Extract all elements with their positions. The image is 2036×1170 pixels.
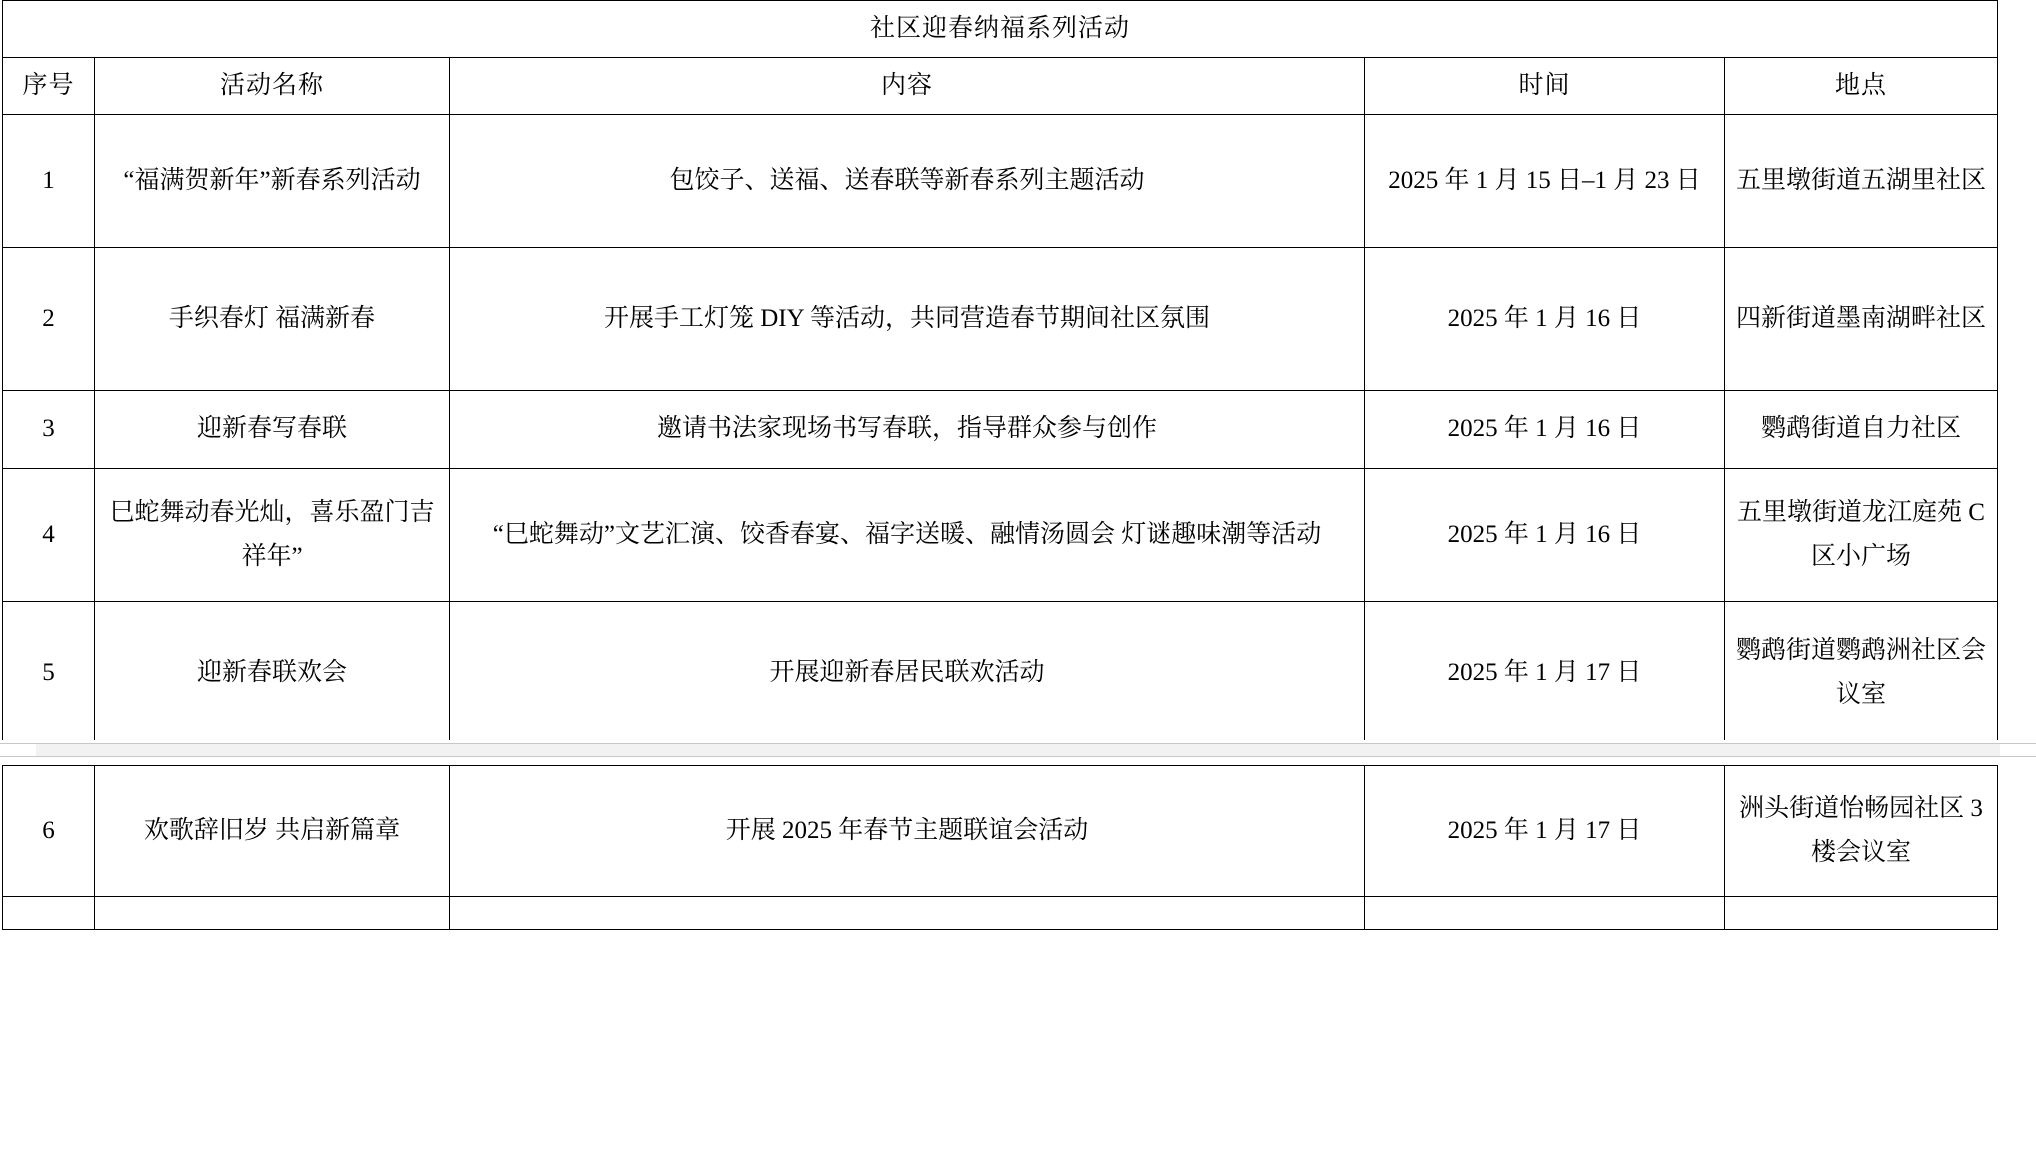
page-break-line-bottom bbox=[0, 756, 2036, 757]
row-time: 2025 年 1 月 16 日 bbox=[1365, 468, 1725, 601]
row-name: 欢歌辞旧岁 共启新篇章 bbox=[95, 765, 450, 896]
row-desc bbox=[450, 896, 1365, 929]
row-time: 2025 年 1 月 15 日–1 月 23 日 bbox=[1365, 114, 1725, 247]
row-time: 2025 年 1 月 17 日 bbox=[1365, 601, 1725, 744]
table-row bbox=[3, 114, 1998, 247]
row-place bbox=[1725, 896, 1998, 929]
row-seq: 1 bbox=[3, 114, 95, 247]
row-seq: 2 bbox=[3, 247, 95, 390]
row-seq: 5 bbox=[3, 601, 95, 744]
row-place: 洲头街道怡畅园社区 3 楼会议室 bbox=[1725, 765, 1998, 896]
table-row bbox=[3, 468, 1998, 601]
page-break-line-top bbox=[0, 743, 2036, 744]
row-name: 迎新春写春联 bbox=[95, 390, 450, 468]
table-row bbox=[3, 765, 1998, 896]
row-place: 鹦鹉街道自力社区 bbox=[1725, 390, 1998, 468]
page-break-separator bbox=[0, 740, 2036, 760]
table-header-row bbox=[3, 57, 1998, 114]
row-desc: 开展手工灯笼 DIY 等活动，共同营造春节期间社区氛围 bbox=[450, 247, 1365, 390]
row-time bbox=[1365, 896, 1725, 929]
table-title-row bbox=[3, 1, 1998, 58]
row-place: 五里墩街道五湖里社区 bbox=[1725, 114, 1998, 247]
activities-table bbox=[2, 0, 1998, 930]
table-row bbox=[3, 390, 1998, 468]
row-place: 鹦鹉街道鹦鹉洲社区会议室 bbox=[1725, 601, 1998, 744]
row-desc: “巳蛇舞动”文艺汇演、饺香春宴、福字送暖、融情汤圆会 灯谜趣味潮等活动 bbox=[450, 468, 1365, 601]
document-title: 社区迎春纳福系列活动 bbox=[3, 1, 1998, 58]
table-row-partial bbox=[3, 896, 1998, 929]
row-time: 2025 年 1 月 16 日 bbox=[1365, 247, 1725, 390]
row-name: 巳蛇舞动春光灿，喜乐盈门吉祥年” bbox=[95, 468, 450, 601]
column-header-place: 地点 bbox=[1725, 57, 1998, 114]
row-seq: 3 bbox=[3, 390, 95, 468]
row-name: 迎新春联欢会 bbox=[95, 601, 450, 744]
column-header-desc: 内容 bbox=[450, 57, 1365, 114]
row-desc: 开展 2025 年春节主题联谊会活动 bbox=[450, 765, 1365, 896]
page-break-band bbox=[0, 744, 2036, 756]
table-row bbox=[3, 601, 1998, 744]
page-break-edge-right bbox=[2000, 744, 2036, 756]
row-place: 四新街道墨南湖畔社区 bbox=[1725, 247, 1998, 390]
row-time: 2025 年 1 月 17 日 bbox=[1365, 765, 1725, 896]
row-time: 2025 年 1 月 16 日 bbox=[1365, 390, 1725, 468]
page-break-edge-left bbox=[0, 744, 36, 756]
row-seq bbox=[3, 896, 95, 929]
row-desc: 邀请书法家现场书写春联，指导群众参与创作 bbox=[450, 390, 1365, 468]
row-name: “福满贺新年”新春系列活动 bbox=[95, 114, 450, 247]
row-seq: 4 bbox=[3, 468, 95, 601]
row-name bbox=[95, 896, 450, 929]
column-header-seq: 序号 bbox=[3, 57, 95, 114]
column-header-name: 活动名称 bbox=[95, 57, 450, 114]
row-desc: 包饺子、送福、送春联等新春系列主题活动 bbox=[450, 114, 1365, 247]
row-place: 五里墩街道龙江庭苑 C 区小广场 bbox=[1725, 468, 1998, 601]
row-seq: 6 bbox=[3, 765, 95, 896]
row-desc: 开展迎新春居民联欢活动 bbox=[450, 601, 1365, 744]
table-row bbox=[3, 247, 1998, 390]
column-header-time: 时间 bbox=[1365, 57, 1725, 114]
row-name: 手织春灯 福满新春 bbox=[95, 247, 450, 390]
